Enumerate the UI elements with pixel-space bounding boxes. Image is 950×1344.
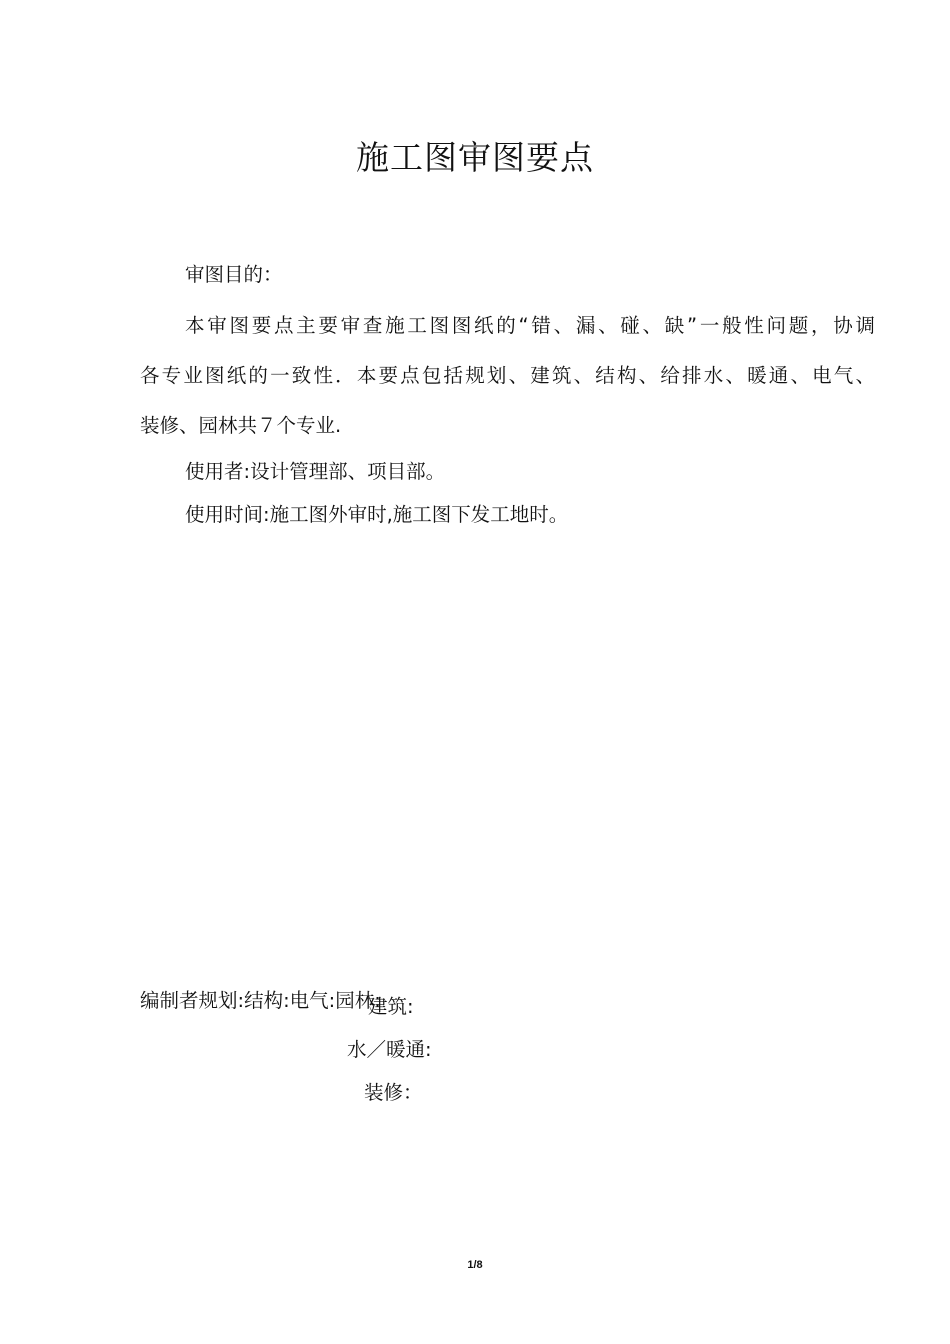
- purpose-line-3: 装修、园林共７个专业.: [140, 414, 342, 437]
- page-number: 1/8: [467, 1259, 483, 1271]
- usage-time-line: 使用时间:施工图外审时,施工图下发工地时。: [185, 503, 569, 526]
- purpose-line-2: 各专业图纸的一致性．本要点包括规划、建筑、结构、给排水、暖通、电气、: [140, 364, 875, 387]
- compiler-water-hvac: 水／暖通:: [347, 1038, 432, 1061]
- users-line: 使用者:设计管理部、项目部。: [185, 460, 446, 483]
- page-title: 施工图审图要点: [356, 138, 594, 177]
- purpose-heading: 审图目的：: [185, 263, 283, 286]
- compilers-row: 编制者规划:结构:电气:园林:: [140, 989, 381, 1012]
- compiler-decoration: 装修：: [364, 1081, 423, 1104]
- purpose-line-1: 本审图要点主要审查施工图图纸的“错、漏、碰、缺”一般性问题，协调: [185, 314, 875, 337]
- compiler-architecture: 建筑:: [368, 995, 414, 1018]
